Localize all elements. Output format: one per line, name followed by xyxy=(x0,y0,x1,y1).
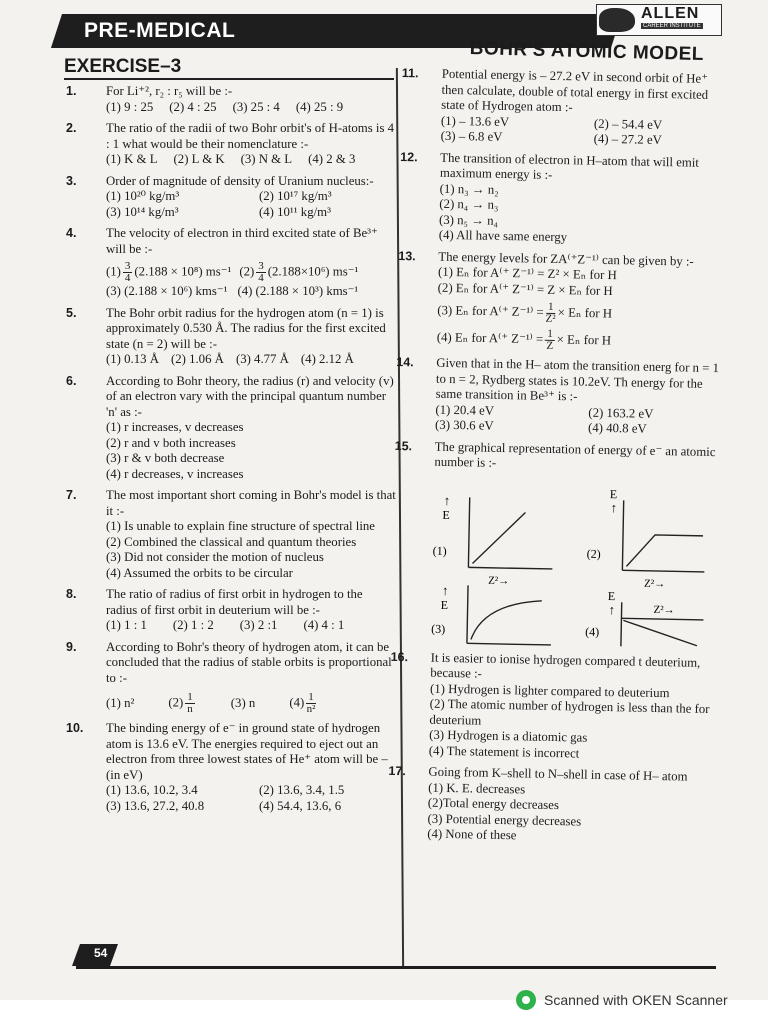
exercise-title: EXERCISE–3 xyxy=(64,56,182,77)
logo-subtitle: CAREER INSTITUTE xyxy=(643,23,701,29)
option-3: (3) N & L xyxy=(240,152,293,166)
question-5 xyxy=(66,306,396,368)
energy-graphs xyxy=(391,473,724,649)
footer-rule xyxy=(76,966,716,969)
question-number: 2. xyxy=(66,121,77,135)
graph1-x-axis xyxy=(468,567,552,569)
option-2: (2) Combined the classical and quantum theories xyxy=(106,534,357,549)
question-text: The binding energy of e⁻ in ground state of hydrogen atom is 13.6 eV. The energies required to eject out an electron from three lowest states of He⁺ atom will be – (in eV) xyxy=(106,721,388,782)
graph2-e-label: E xyxy=(609,486,618,501)
question-text: According to Bohr's theory of hydrogen atom, it can be concluded that the radius of stable orbits is proportional to :- xyxy=(106,639,392,685)
option-4: (4) r decreases, v increases xyxy=(106,466,244,481)
left-column xyxy=(66,84,396,820)
option-1: (1) 13.6, 10.2, 3.4 xyxy=(106,783,198,797)
question-text: Given that in the H– atom the transition energ for n = 1 to n = 2, Rydberg states is 10.2eV. Th energy for the same transition in Be³⁺ is :- xyxy=(435,355,720,404)
option-1: (1) 1 : 1 xyxy=(106,618,147,632)
option-1: (1) $\frac{3}{4}$ (2.188 × 10⁸) ms⁻¹ xyxy=(106,260,232,284)
option-3: (3) 25 : 4 xyxy=(232,99,280,114)
exercise-underline xyxy=(64,78,394,80)
option-2: (2) r and v both increases xyxy=(106,435,236,450)
question-3 xyxy=(66,174,396,221)
question-number: 5. xyxy=(66,305,77,320)
option-2: (2)Total energy decreases xyxy=(427,795,560,813)
question-number: 1. xyxy=(66,84,77,98)
question-1 xyxy=(66,84,396,115)
option-4: (4) 54.4, 13.6, 6 xyxy=(259,798,342,813)
question-15 xyxy=(391,438,725,649)
graph4-z2-label: Z²→ xyxy=(653,603,675,616)
question-9 xyxy=(66,640,396,716)
option-4: (4) The statement is incorrect xyxy=(428,743,580,761)
graph2-option-label: (2) xyxy=(586,546,601,561)
option-2: (2) 10¹⁷ kg/m³ xyxy=(259,189,332,203)
option-2: (2) n₄ → n₃ xyxy=(439,196,499,212)
right-column xyxy=(387,66,732,854)
graph1-z2-label: Z²→ xyxy=(488,574,510,587)
option-2: (2) $\frac{3}{4}$ (2.188×10⁶) ms⁻¹ xyxy=(239,260,359,284)
option-3: (3) Eₙ for A⁽⁺ Z⁻¹⁾ = $\frac{1}{\text{Z²}}$ × Eₙ for H xyxy=(437,300,613,325)
scanner-watermark xyxy=(516,990,728,1010)
chapter-title: BOHR'S ATOMIC MODEL xyxy=(469,38,705,66)
option-2: (2) 163.2 eV xyxy=(588,405,654,421)
option-3: (3) (2.188 × 10⁶) kms⁻¹ xyxy=(106,284,228,298)
option-2: (2) The atomic number of hydrogen is less than the for deuterium xyxy=(429,696,710,728)
graph1-y-axis xyxy=(468,497,469,567)
graph4-curve xyxy=(623,620,697,645)
option-3: (3) 10¹⁴ kg/m³ xyxy=(106,204,179,219)
question-6 xyxy=(66,374,396,483)
option-2: (2) 13.6, 3.4, 1.5 xyxy=(259,783,345,797)
publisher-logo xyxy=(596,4,722,36)
question-number: 10. xyxy=(66,721,84,735)
option-3: (3) 2 :1 xyxy=(239,618,278,632)
graph2-y-axis xyxy=(622,500,623,570)
graph3-y-axis xyxy=(467,585,468,643)
graph3-curve xyxy=(471,599,542,640)
option-3: (3) Hydrogen is a diatomic gas xyxy=(429,727,588,745)
question-text: The Bohr orbit radius for the hydrogen atom (n = 1) is approximately 0.530 Å. The radius for the first excited state (n = 2) will be :- xyxy=(106,305,386,351)
option-1: (1) K & L xyxy=(106,152,158,166)
question-number: 3. xyxy=(66,173,77,188)
option-4: (4) 2.12 Å xyxy=(300,352,354,366)
option-4: (4) 25 : 9 xyxy=(295,99,344,114)
option-3: (3) r & v both decrease xyxy=(106,451,225,465)
option-4: (4) – 27.2 eV xyxy=(593,131,662,148)
question-text: According to Bohr theory, the radius (r) and velocity (v) of an electron vary with the principal quantum number 'n' as :- xyxy=(106,373,394,419)
question-text: Order of magnitude of density of Uranium nucleus:- xyxy=(106,173,374,188)
option-2: (2) 4 : 25 xyxy=(169,99,217,114)
graph2-x-axis xyxy=(622,570,704,572)
scanner-text: Scanned with OKEN Scanner xyxy=(544,992,728,1008)
option-1: (1) r increases, v decreases xyxy=(106,420,244,434)
option-1: (1) n² xyxy=(106,695,135,710)
question-2 xyxy=(66,121,396,168)
option-2: (2) L & K xyxy=(173,152,225,166)
question-text: For Li⁺², r₂ : r₅ will be :- xyxy=(106,84,233,98)
option-1: (1) Hydrogen is lighter compared to deuterium xyxy=(429,681,670,700)
option-1: (1) 20.4 eV xyxy=(435,402,495,418)
option-2: (2) Eₙ for A⁽⁺ Z⁻¹⁾ = Z × Eₙ for H xyxy=(437,280,613,298)
option-4: (4) 40.8 eV xyxy=(587,420,647,436)
question-number: 17. xyxy=(388,763,406,779)
question-text: The velocity of electron in third excited state of Be³⁺ will be :- xyxy=(106,226,378,256)
option-4: (4) 4 : 1 xyxy=(303,618,345,632)
graph2-up-arrow: ↑ xyxy=(610,499,618,515)
question-number: 9. xyxy=(66,639,77,654)
graph3-up-arrow: ↑ xyxy=(441,582,449,598)
graph-set xyxy=(391,473,724,649)
option-2: (2) $\frac{1}{n}$ xyxy=(168,691,193,715)
option-3: (3) Did not consider the motion of nucleus xyxy=(106,550,324,564)
question-text: The ratio of radius of first orbit in hydrogen to the radius of first orbit in deuterium will be :- xyxy=(106,587,363,617)
option-3: (3) n xyxy=(230,695,256,710)
question-11 xyxy=(401,66,732,150)
question-7 xyxy=(66,488,396,581)
graph1-up-arrow: ↑ xyxy=(443,492,451,508)
question-4 xyxy=(66,226,396,300)
question-10 xyxy=(66,721,396,814)
option-4: (4) (2.188 × 10³) kms⁻¹ xyxy=(237,284,359,298)
question-number: 8. xyxy=(66,587,77,601)
option-3: (3) n₅ → n₄ xyxy=(438,212,499,228)
option-3: (3) – 6.8 eV xyxy=(440,128,503,144)
question-17 xyxy=(387,764,718,848)
option-4: (4) 2 & 3 xyxy=(308,152,356,166)
option-1: (1) 9 : 25 xyxy=(106,99,154,114)
graph4-up-arrow: ↑ xyxy=(608,601,616,617)
question-12 xyxy=(399,149,731,248)
graph2-curve xyxy=(626,534,703,567)
option-1: (1) Eₙ for A⁽⁺ Z⁻¹⁾ = Z² × Eₙ for H xyxy=(437,264,617,283)
option-3: (3) 13.6, 27.2, 40.8 xyxy=(106,798,205,813)
question-13 xyxy=(397,248,729,355)
option-2: (2) – 54.4 eV xyxy=(593,116,663,132)
option-1: (1) 0.13 Å xyxy=(106,352,159,366)
question-text: The transition of electron in H–atom that will emit maximum energy is :- xyxy=(439,150,700,182)
graph3-option-label: (3) xyxy=(431,621,446,636)
graph1-option-label: (1) xyxy=(432,543,447,558)
graph4-e-label: E xyxy=(607,588,616,603)
graph3-e-label: E xyxy=(440,597,449,612)
option-1: (1) K. E. decreases xyxy=(428,780,526,796)
option-1: (1) Is unable to explain fine structure of spectral line xyxy=(106,519,375,533)
question-text: The most important short coming in Bohr's model is that it :- xyxy=(106,488,396,518)
question-number: 7. xyxy=(66,488,77,502)
question-16 xyxy=(389,649,721,764)
logo-name: ALLEN xyxy=(641,5,700,22)
logo-emblem-icon xyxy=(599,8,635,32)
page-number: 54 xyxy=(94,946,108,960)
question-number: 4. xyxy=(66,226,77,240)
question-text: Going from K–shell to N–shell in case of H– atom xyxy=(428,764,688,784)
question-text: It is easier to ionise hydrogen compared t deuterium, because :- xyxy=(430,650,701,681)
scanner-logo-icon xyxy=(516,990,536,1010)
graph2-z2-label: Z²→ xyxy=(643,577,666,590)
question-text: The ratio of the radii of two Bohr orbit's of H-atoms is 4 : 1 what would be their nomenclature :- xyxy=(106,121,395,151)
graph3-x-axis xyxy=(467,643,551,645)
option-3: (3) 4.77 Å xyxy=(235,352,289,366)
question-text: Potential energy is – 27.2 eV in second orbit of He⁺ then calculate, double of total energy in first excited state of Hydrogen atom :- xyxy=(441,66,709,115)
option-1: (1) – 13.6 eV xyxy=(440,113,510,129)
question-number: 6. xyxy=(66,373,77,388)
option-2: (2) 1 : 2 xyxy=(172,618,214,632)
question-number: 16. xyxy=(390,649,409,664)
question-14 xyxy=(395,355,726,439)
question-number: 13. xyxy=(398,248,416,263)
option-1: (1) n₃ → n₂ xyxy=(439,181,499,197)
graph4-x-axis xyxy=(621,618,703,620)
option-4: (4) All have same energy xyxy=(438,227,568,245)
option-2: (2) 1.06 Å xyxy=(170,352,224,366)
graph4-y-axis xyxy=(621,602,622,646)
option-4: (4) Eₙ for A⁽⁺ Z⁻¹⁾ = $\frac{1}{Z}$ × Eₙ for H xyxy=(436,327,612,352)
question-text: The graphical representation of energy of e⁻ an atomic number is :- xyxy=(434,439,716,470)
question-number: 15. xyxy=(394,438,413,453)
option-3: (3) 30.6 eV xyxy=(434,417,494,433)
option-3: (3) Potential energy decreases xyxy=(427,811,582,829)
option-4: (4) Assumed the orbits to be circular xyxy=(106,565,293,580)
option-4: (4) $\frac{1}{\text{n²}}$ xyxy=(289,691,316,715)
graph4-option-label: (4) xyxy=(585,624,600,639)
option-4: (4) None of these xyxy=(427,826,517,843)
option-1: (1) 10²⁰ kg/m³ xyxy=(106,189,180,203)
banner-title: PRE-MEDICAL xyxy=(84,19,236,42)
question-number: 14. xyxy=(396,354,414,370)
question-number: 11. xyxy=(401,66,419,81)
option-4: (4) 10¹¹ kg/m³ xyxy=(259,204,331,219)
question-number: 12. xyxy=(400,149,418,164)
question-8 xyxy=(66,587,396,634)
graph1-curve xyxy=(472,511,525,564)
graph1-e-label: E xyxy=(442,507,450,522)
question-text: The energy levels for ZA⁽⁺Z⁻¹⁾ can be given by :- xyxy=(438,249,694,269)
